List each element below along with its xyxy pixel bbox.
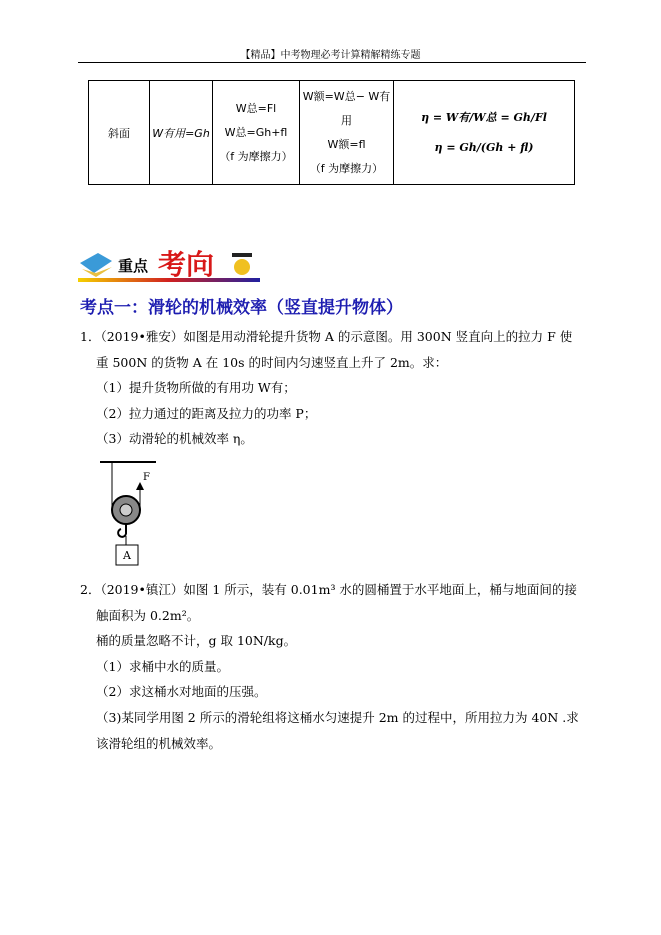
page-header: 【精品】中考物理必考计算精解精练专题 (240, 50, 421, 61)
q2-line: 桶的质量忽略不计，g 取 10N/kg。 (96, 633, 297, 648)
pulley-diagram (96, 458, 166, 574)
q2-line: 该滑轮组的机械效率。 (96, 736, 222, 751)
q1-line: 重 500N 的货物 A 在 10s 的时间内匀速竖直上升了 2m。求： (96, 355, 448, 370)
q1-line: （1）提升货物所做的有用功 W有； (96, 380, 296, 395)
force-label: F (143, 472, 150, 483)
key-points-banner (78, 243, 260, 283)
total-work-1: W总=Fl (235, 101, 277, 115)
q2-line: 触面积为 0.2m²。 (96, 608, 200, 623)
total-work-cell (213, 81, 300, 185)
q1-line: 1．（2019•雅安）如图是用动滑轮提升货物 A 的示意图。用 300N 竖直向上的拉力 F 使 (80, 329, 573, 344)
section-title: 考点一：滑轮的机械效率（竖直提升物体） (80, 298, 403, 318)
total-work-note: （f 为摩擦力） (219, 149, 293, 163)
formula-table (88, 80, 575, 185)
movable-pulley-icon (96, 458, 166, 570)
q2-line: （3)某同学用图 2 所示的滑轮组将这桶水匀速提升 2m 的过程中，所用拉力为 40N .求 (96, 710, 579, 725)
q2-line: （2）求这桶水对地面的压强。 (96, 684, 267, 699)
efficiency-cell (394, 81, 575, 185)
header-rule (78, 62, 586, 63)
efficiency-formula-2: η = Gh/(Gh + fl) (434, 140, 534, 154)
extra-work-note: （f 为摩擦力） (309, 161, 384, 175)
q1-line: （2）拉力通过的距离及拉力的功率 P； (96, 406, 317, 421)
useful-work-cell: W有用=Gh (150, 81, 213, 185)
banner-text-1: 重点 (118, 257, 149, 275)
q1-line: （3）动滑轮的机械效率 η。 (96, 431, 253, 446)
q2-line: 2．（2019•镇江）如图 1 所示，装有 0.01m³ 水的圆桶置于水平地面上，桶与地面间的接 (80, 582, 577, 597)
efficiency-formula-1: η = W有/W总 = Gh/Fl (421, 110, 547, 124)
block-label: A (123, 549, 131, 562)
total-work-2: W总=Gh+fl (224, 125, 288, 139)
banner-text-2: 考向 (158, 248, 215, 281)
row-label: 斜面 (89, 81, 150, 185)
extra-work-1: W额=W总− W有用 (302, 89, 391, 127)
extra-work-cell (300, 81, 394, 185)
q2-line: （1）求桶中水的质量。 (96, 659, 229, 674)
extra-work-2: W额=fl (327, 137, 366, 151)
